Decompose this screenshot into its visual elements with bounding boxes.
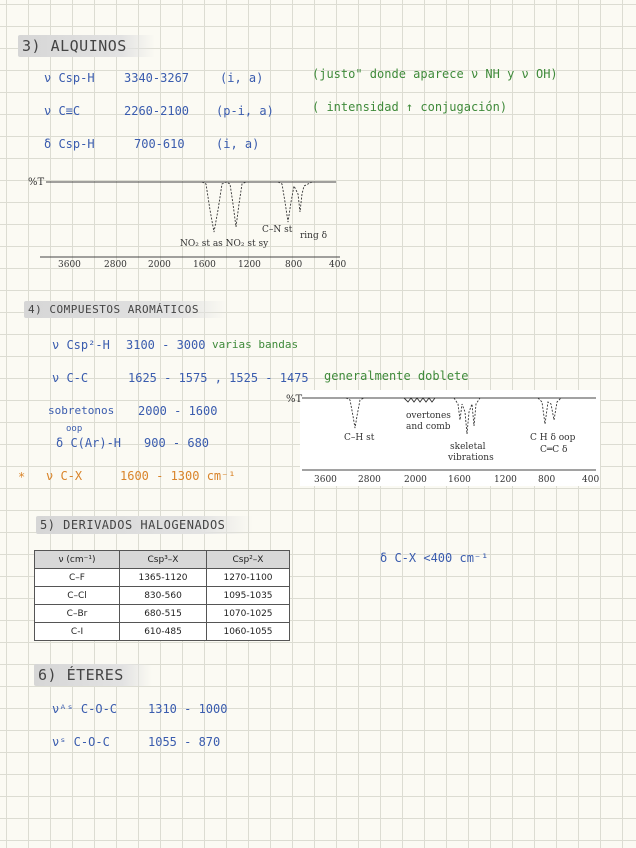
ir-spectrum-aromatic [284,390,604,490]
table-row [35,623,290,641]
eteres-row2-label: νˢ C-O-C [52,735,110,749]
spectrum2-annotation-cc: C═C δ [540,445,568,455]
alquinos-green-note-2: ( intensidad ↑ conjugación) [312,100,508,114]
alquinos-green-note-1: (justo" donde aparece ν NH y ν OH) [312,67,558,81]
spectrum2-oop-bands [538,398,561,424]
aromaticos-row1-note: varias bandas [212,338,299,351]
alquinos-row2-range: 2260-2100 [124,104,190,118]
table-cell: 680-515 [120,605,207,623]
spectrum1-tick-400: 400 [329,260,347,270]
spectrum1-tick-3600: 3600 [58,260,81,270]
spectrum1-no2-bands [202,182,246,232]
spectrum1-ylabel: %T [28,177,45,188]
table-cell: 1365-1120 [120,569,207,587]
spectrum2-overtone-bands [404,398,435,402]
spectrum1-annotation-ring: ring δ [300,231,328,241]
alquinos-row3-note: (i, a) [216,137,260,151]
spectrum1-annotation-no2: NO₂ st as NO₂ st sy [180,239,269,249]
spectrum2-annotation-ch-oop: C H δ oop [530,433,576,443]
alquinos-row3-range: 700-610 [134,137,185,151]
aromaticos-row5-asterisk: * [18,470,26,484]
table-cell: C–Cl [35,587,120,605]
halogen-table [34,550,290,641]
spectrum2-tick-1600: 1600 [448,475,471,485]
halogen-table-header: Csp²–X [207,551,290,569]
spectrum2-tick-800: 800 [538,475,556,485]
spectrum1-tick-1600: 1600 [193,260,216,270]
table-cell: C–F [35,569,120,587]
table-row [35,605,290,623]
spectrum2-annotation-comb: and comb [406,422,451,432]
table-cell: 1270-1100 [207,569,290,587]
section-title-alquinos: 3) ALQUINOS [18,35,155,57]
aromaticos-row5-label: ν C-X [46,469,83,483]
aromaticos-row1-range: 3100 - 3000 [126,338,206,352]
spectrum1-annotation-cn: C–N st [262,225,293,235]
table-cell: 1070-1025 [207,605,290,623]
table-cell: C-I [35,623,120,641]
alquinos-row1-label: ν Csp-H [44,71,95,85]
table-cell: 1060-1055 [207,623,290,641]
aromaticos-row3-label: sobretonos [48,404,115,417]
alquinos-row3-label: δ Csp-H [44,137,95,151]
spectrum1-tick-1200: 1200 [238,260,261,270]
spectrum1-cn-ring-bands [278,182,312,222]
spectrum2-tick-2000: 2000 [404,475,427,485]
spectrum2-tick-2800: 2800 [358,475,381,485]
eteres-row1-label: νᴬˢ C-O-C [52,702,118,716]
aromaticos-row3-range: 2000 - 1600 [138,404,218,418]
halogen-table-header: Csp³–X [120,551,207,569]
alquinos-row1-note: (i, a) [220,71,264,85]
aromaticos-row5-range: 1600 - 1300 cm⁻¹ [120,469,236,483]
alquinos-row1-range: 3340-3267 [124,71,190,85]
alquinos-row2-note: (p-i, a) [216,104,274,118]
spectrum2-ylabel: %T [286,394,303,405]
spectrum2-annotation-skeletal: skeletal [450,442,486,452]
aromaticos-row4-label: δ C(Ar)-H [56,436,122,450]
table-cell: 1095-1035 [207,587,290,605]
ir-spectrum-nitro [26,172,356,272]
spectrum1-tick-2800: 2800 [104,260,127,270]
eteres-row2-range: 1055 - 870 [148,735,221,749]
section-title-halogenados: 5) DERIVADOS HALOGENADOS [36,516,253,534]
halogen-table-header-row [35,551,290,569]
spectrum1-tick-800: 800 [285,260,303,270]
aromaticos-row4-range: 900 - 680 [144,436,210,450]
alquinos-row2-label: ν C≡C [44,104,81,118]
aromaticos-row2-label: ν C-C [52,371,89,385]
spectrum2-annotation-overtones: overtones [406,411,451,421]
spectrum2-tick-1200: 1200 [494,475,517,485]
eteres-row1-range: 1310 - 1000 [148,702,228,716]
table-cell: 830-560 [120,587,207,605]
halogen-table-header: ν (cm⁻¹) [35,551,120,569]
table-cell: C–Br [35,605,120,623]
spectrum2-annotation-vibrations: vibrations [448,453,494,463]
spectrum2-tick-3600: 3600 [314,475,337,485]
aromaticos-row4-oop: oop [66,424,83,434]
spectrum1-tick-2000: 2000 [148,260,171,270]
spectrum2-ch-band [346,398,364,428]
aromaticos-row1-label: ν Csp²-H [52,338,110,352]
spectrum2-skeletal-bands [454,398,480,434]
aromaticos-row2-note: generalmente doblete [324,369,469,383]
section-title-eteres: 6) ÉTERES [34,664,152,686]
spectrum2-tick-400: 400 [582,475,600,485]
section-title-aromaticos: 4) COMPUESTOS AROMÁTICOS [24,301,227,318]
table-row [35,569,290,587]
spectrum2-annotation-ch: C–H st [344,433,375,443]
halogen-note: δ C-X <400 cm⁻¹ [380,551,489,565]
aromaticos-row2-range: 1625 - 1575 , 1525 - 1475 [128,371,309,385]
table-cell: 610-485 [120,623,207,641]
table-row [35,587,290,605]
